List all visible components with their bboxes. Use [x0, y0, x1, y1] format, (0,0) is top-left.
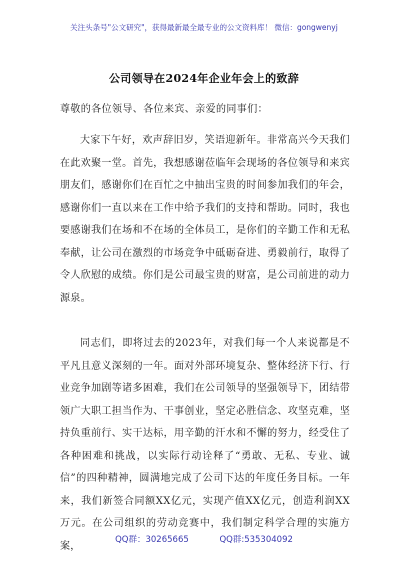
footer-contacts	[0, 533, 408, 545]
paragraph-greeting: 大家下午好，欢声辞旧岁，笑语迎新年。非常高兴今天我们在此欢聚一堂。首先，我想感谢莅临年会现场的各位领导和来宾朋友们，感谢你们在百忙之中抽出宝贵的时间参加我们的年会，感谢你们一直以来在工作中给予我们的支持和帮助。同时，我也要感谢我们在场和不在场的全体员工，是你们的辛勤工作和无私奉献，让公司在激烈的市场竞争中砥砺奋进、勇毅前行，取得了令人欣慰的成绩。你们是公司最宝贵的财富，是公司前进的动力源泉。	[60, 135, 350, 304]
header-banner: 关注头条号"公文研究"，获得最新最全最专业的公文资料库！ 微信：gongwenyj	[70, 23, 338, 32]
salutation: 尊敬的各位领导、各位来宾、亲爱的同事们：	[60, 104, 268, 115]
footer-qq-group-2: QQ群:535304092	[219, 535, 293, 545]
footer-qq-group-1: QQ群：30265665	[115, 535, 189, 545]
paragraph-review: 同志们，即将过去的2023年，对我们每一个人来说都是不平凡且意义深刻的一年。面对外部环境复杂、整体经济下行、行业竞争加剧等诸多困难，我们在公司领导的坚强领导下，团结带领广大职工担当作为、干事创业，坚定必胜信念、攻坚克难，坚持负重前行、实干达标，用辛勤的汗水和不懈的努力，经受住了各种困难和挑战，以实际行动诠释了“勇敢、无私、专业、诚信”的四种精神，圆满地完成了公司下达的年度任务目标。一年来，我们新签合同额XX亿元，实现产值XX亿元，创造利润XX万元。在公司组织的劳动竞赛中，我们制定科学合理的实施方案，	[60, 338, 350, 552]
document-title: 公司领导在2024年企业年会上的致辞	[108, 72, 299, 85]
